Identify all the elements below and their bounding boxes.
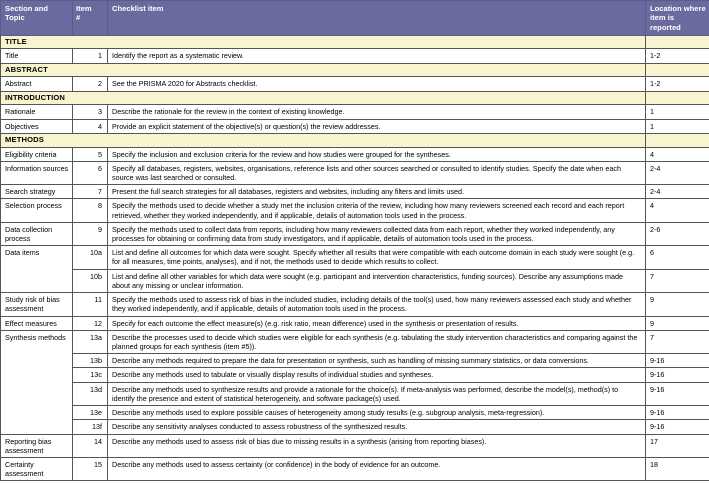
row-location: 9-16	[646, 382, 709, 405]
row-location: 1	[646, 119, 709, 133]
row-location: 6	[646, 246, 709, 269]
row-topic: Study risk of bias assessment	[1, 293, 73, 316]
section-label: INTRODUCTION	[1, 91, 646, 105]
row-item-number: 8	[73, 199, 108, 222]
row-location: 9-16	[646, 368, 709, 382]
section-location-spacer	[646, 133, 709, 147]
row-topic: Information sources	[1, 161, 73, 184]
row-item-number: 7	[73, 185, 108, 199]
row-topic: Reporting bias assessment	[1, 434, 73, 457]
table-row	[1, 293, 709, 316]
row-location: 18	[646, 457, 709, 480]
row-topic: Objectives	[1, 119, 73, 133]
row-checklist-item: Describe any methods used to tabulate or visually display results of individual studies and syntheses.	[108, 368, 646, 382]
row-topic: Search strategy	[1, 185, 73, 199]
row-topic: Abstract	[1, 77, 73, 91]
table-row	[1, 434, 709, 457]
table-row	[1, 382, 709, 405]
row-checklist-item: Describe any sensitivity analyses conducted to assess robustness of the synthesized results.	[108, 420, 646, 434]
section-header-row	[1, 133, 709, 147]
section-header-row	[1, 63, 709, 77]
row-checklist-item: Specify the methods used to assess risk of bias in the included studies, including details of the tool(s) used, how many reviewers assessed each study and whether they worked independently, and if applicable, details of automation tools used in the process.	[108, 293, 646, 316]
table-row	[1, 49, 709, 63]
row-checklist-item: Describe any methods used to assess risk of bias due to missing results in a synthesis (arising from reporting biases).	[108, 434, 646, 457]
row-item-number: 11	[73, 293, 108, 316]
table-row	[1, 457, 709, 480]
column-header-item-line1: Item	[76, 4, 92, 13]
table-header	[1, 1, 709, 36]
row-location: 1	[646, 105, 709, 119]
section-header-row	[1, 35, 709, 49]
row-location: 1-2	[646, 49, 709, 63]
row-item-number: 10a	[73, 246, 108, 269]
row-checklist-item: Describe any methods used to explore possible causes of heterogeneity among study results (e.g. subgroup analysis, meta-regression).	[108, 406, 646, 420]
row-location: 4	[646, 147, 709, 161]
table-row	[1, 222, 709, 245]
row-checklist-item: Identify the report as a systematic review.	[108, 49, 646, 63]
row-topic: Synthesis methods	[1, 330, 73, 434]
table-row	[1, 119, 709, 133]
row-topic: Rationale	[1, 105, 73, 119]
row-checklist-item: See the PRISMA 2020 for Abstracts checklist.	[108, 77, 646, 91]
section-label: ABSTRACT	[1, 63, 646, 77]
row-item-number: 15	[73, 457, 108, 480]
row-checklist-item: Provide an explicit statement of the objective(s) or question(s) the review addresses.	[108, 119, 646, 133]
table-row	[1, 316, 709, 330]
table-row	[1, 105, 709, 119]
row-item-number: 10b	[73, 269, 108, 292]
table-row	[1, 185, 709, 199]
row-location: 1-2	[646, 77, 709, 91]
row-item-number: 13b	[73, 354, 108, 368]
row-item-number: 2	[73, 77, 108, 91]
row-location: 7	[646, 269, 709, 292]
section-location-spacer	[646, 91, 709, 105]
row-checklist-item: Describe any methods required to prepare the data for presentation or synthesis, such as handling of missing summary statistics, or data conversions.	[108, 354, 646, 368]
row-location: 2-4	[646, 185, 709, 199]
row-checklist-item: Describe any methods used to synthesize results and provide a rationale for the choice(s). If meta-analysis was performed, describe the model(s), method(s) to identify the presence and extent of statistical heterogeneity, and software package(s) used.	[108, 382, 646, 405]
row-item-number: 12	[73, 316, 108, 330]
table-row	[1, 420, 709, 434]
row-item-number: 5	[73, 147, 108, 161]
row-checklist-item: Describe the rationale for the review in the context of existing knowledge.	[108, 105, 646, 119]
table-row	[1, 77, 709, 91]
row-topic: Data items	[1, 246, 73, 293]
row-checklist-item: Describe the processes used to decide which studies were eligible for each synthesis (e.g. tabulating the study intervention characteristics and comparing against the planned groups for each synthesis (item #5)).	[108, 330, 646, 353]
row-location: 9-16	[646, 354, 709, 368]
section-location-spacer	[646, 35, 709, 49]
table-row	[1, 354, 709, 368]
table-body	[1, 35, 709, 481]
row-topic: Certainty assessment	[1, 457, 73, 480]
row-item-number: 4	[73, 119, 108, 133]
row-checklist-item: Specify for each outcome the effect measure(s) (e.g. risk ratio, mean difference) used in the synthesis or presentation of results.	[108, 316, 646, 330]
table-row	[1, 406, 709, 420]
row-location: 9	[646, 293, 709, 316]
row-item-number: 1	[73, 49, 108, 63]
section-header-row	[1, 91, 709, 105]
row-checklist-item: List and define all outcomes for which data were sought. Specify whether all results that were compatible with each outcome domain in each study were sought (e.g. for all measures, time points, analyses), and if not, the methods used to decide which results to collect.	[108, 246, 646, 269]
row-location: 9	[646, 316, 709, 330]
row-checklist-item: Specify the methods used to collect data from reports, including how many reviewers collected data from each report, whether they worked independently, any processes for obtaining or confirming data from study investigators, and if applicable, details of automation tools used in the process.	[108, 222, 646, 245]
section-label: METHODS	[1, 133, 646, 147]
table-row	[1, 161, 709, 184]
table-row	[1, 368, 709, 382]
row-checklist-item: Present the full search strategies for all databases, registers and websites, including any filters and limits used.	[108, 185, 646, 199]
column-header-section-and-topic: Section and Topic	[1, 1, 73, 36]
row-location: 9-16	[646, 406, 709, 420]
table-row	[1, 199, 709, 222]
row-location: 7	[646, 330, 709, 353]
table-row	[1, 330, 709, 353]
header-row	[1, 1, 709, 36]
column-header-checklist-item: Checklist item	[108, 1, 646, 36]
table-row	[1, 269, 709, 292]
column-header-item-line2: #	[76, 13, 81, 23]
row-topic: Effect measures	[1, 316, 73, 330]
table-row	[1, 147, 709, 161]
row-item-number: 13f	[73, 420, 108, 434]
row-item-number: 13a	[73, 330, 108, 353]
row-item-number: 3	[73, 105, 108, 119]
column-header-item-number	[73, 1, 108, 36]
row-item-number: 13c	[73, 368, 108, 382]
row-item-number: 14	[73, 434, 108, 457]
row-checklist-item: List and define all other variables for which data were sought (e.g. participant and intervention characteristics, funding sources). Describe any assumptions made about any missing or unclear information.	[108, 269, 646, 292]
row-location: 2-4	[646, 161, 709, 184]
row-checklist-item: Specify the inclusion and exclusion criteria for the review and how studies were grouped for the syntheses.	[108, 147, 646, 161]
row-location: 4	[646, 199, 709, 222]
row-topic: Data collection process	[1, 222, 73, 245]
section-label: TITLE	[1, 35, 646, 49]
row-location: 17	[646, 434, 709, 457]
row-topic: Eligibility criteria	[1, 147, 73, 161]
row-topic: Selection process	[1, 199, 73, 222]
row-checklist-item: Specify the methods used to decide whether a study met the inclusion criteria of the review, including how many reviewers screened each record and each report retrieved, whether they worked independently, and if applicable, details of automation tools used in the process.	[108, 199, 646, 222]
row-checklist-item: Specify all databases, registers, websites, organisations, reference lists and other sources searched or consulted to identify studies. Specify the date when each source was last searched or consulted.	[108, 161, 646, 184]
table-row	[1, 246, 709, 269]
row-location: 9-16	[646, 420, 709, 434]
row-topic: Title	[1, 49, 73, 63]
row-item-number: 9	[73, 222, 108, 245]
row-location: 2-6	[646, 222, 709, 245]
section-location-spacer	[646, 63, 709, 77]
row-checklist-item: Describe any methods used to assess certainty (or confidence) in the body of evidence for an outcome.	[108, 457, 646, 480]
row-item-number: 13d	[73, 382, 108, 405]
column-header-location: Location where item is reported	[646, 1, 709, 36]
row-item-number: 6	[73, 161, 108, 184]
row-item-number: 13e	[73, 406, 108, 420]
